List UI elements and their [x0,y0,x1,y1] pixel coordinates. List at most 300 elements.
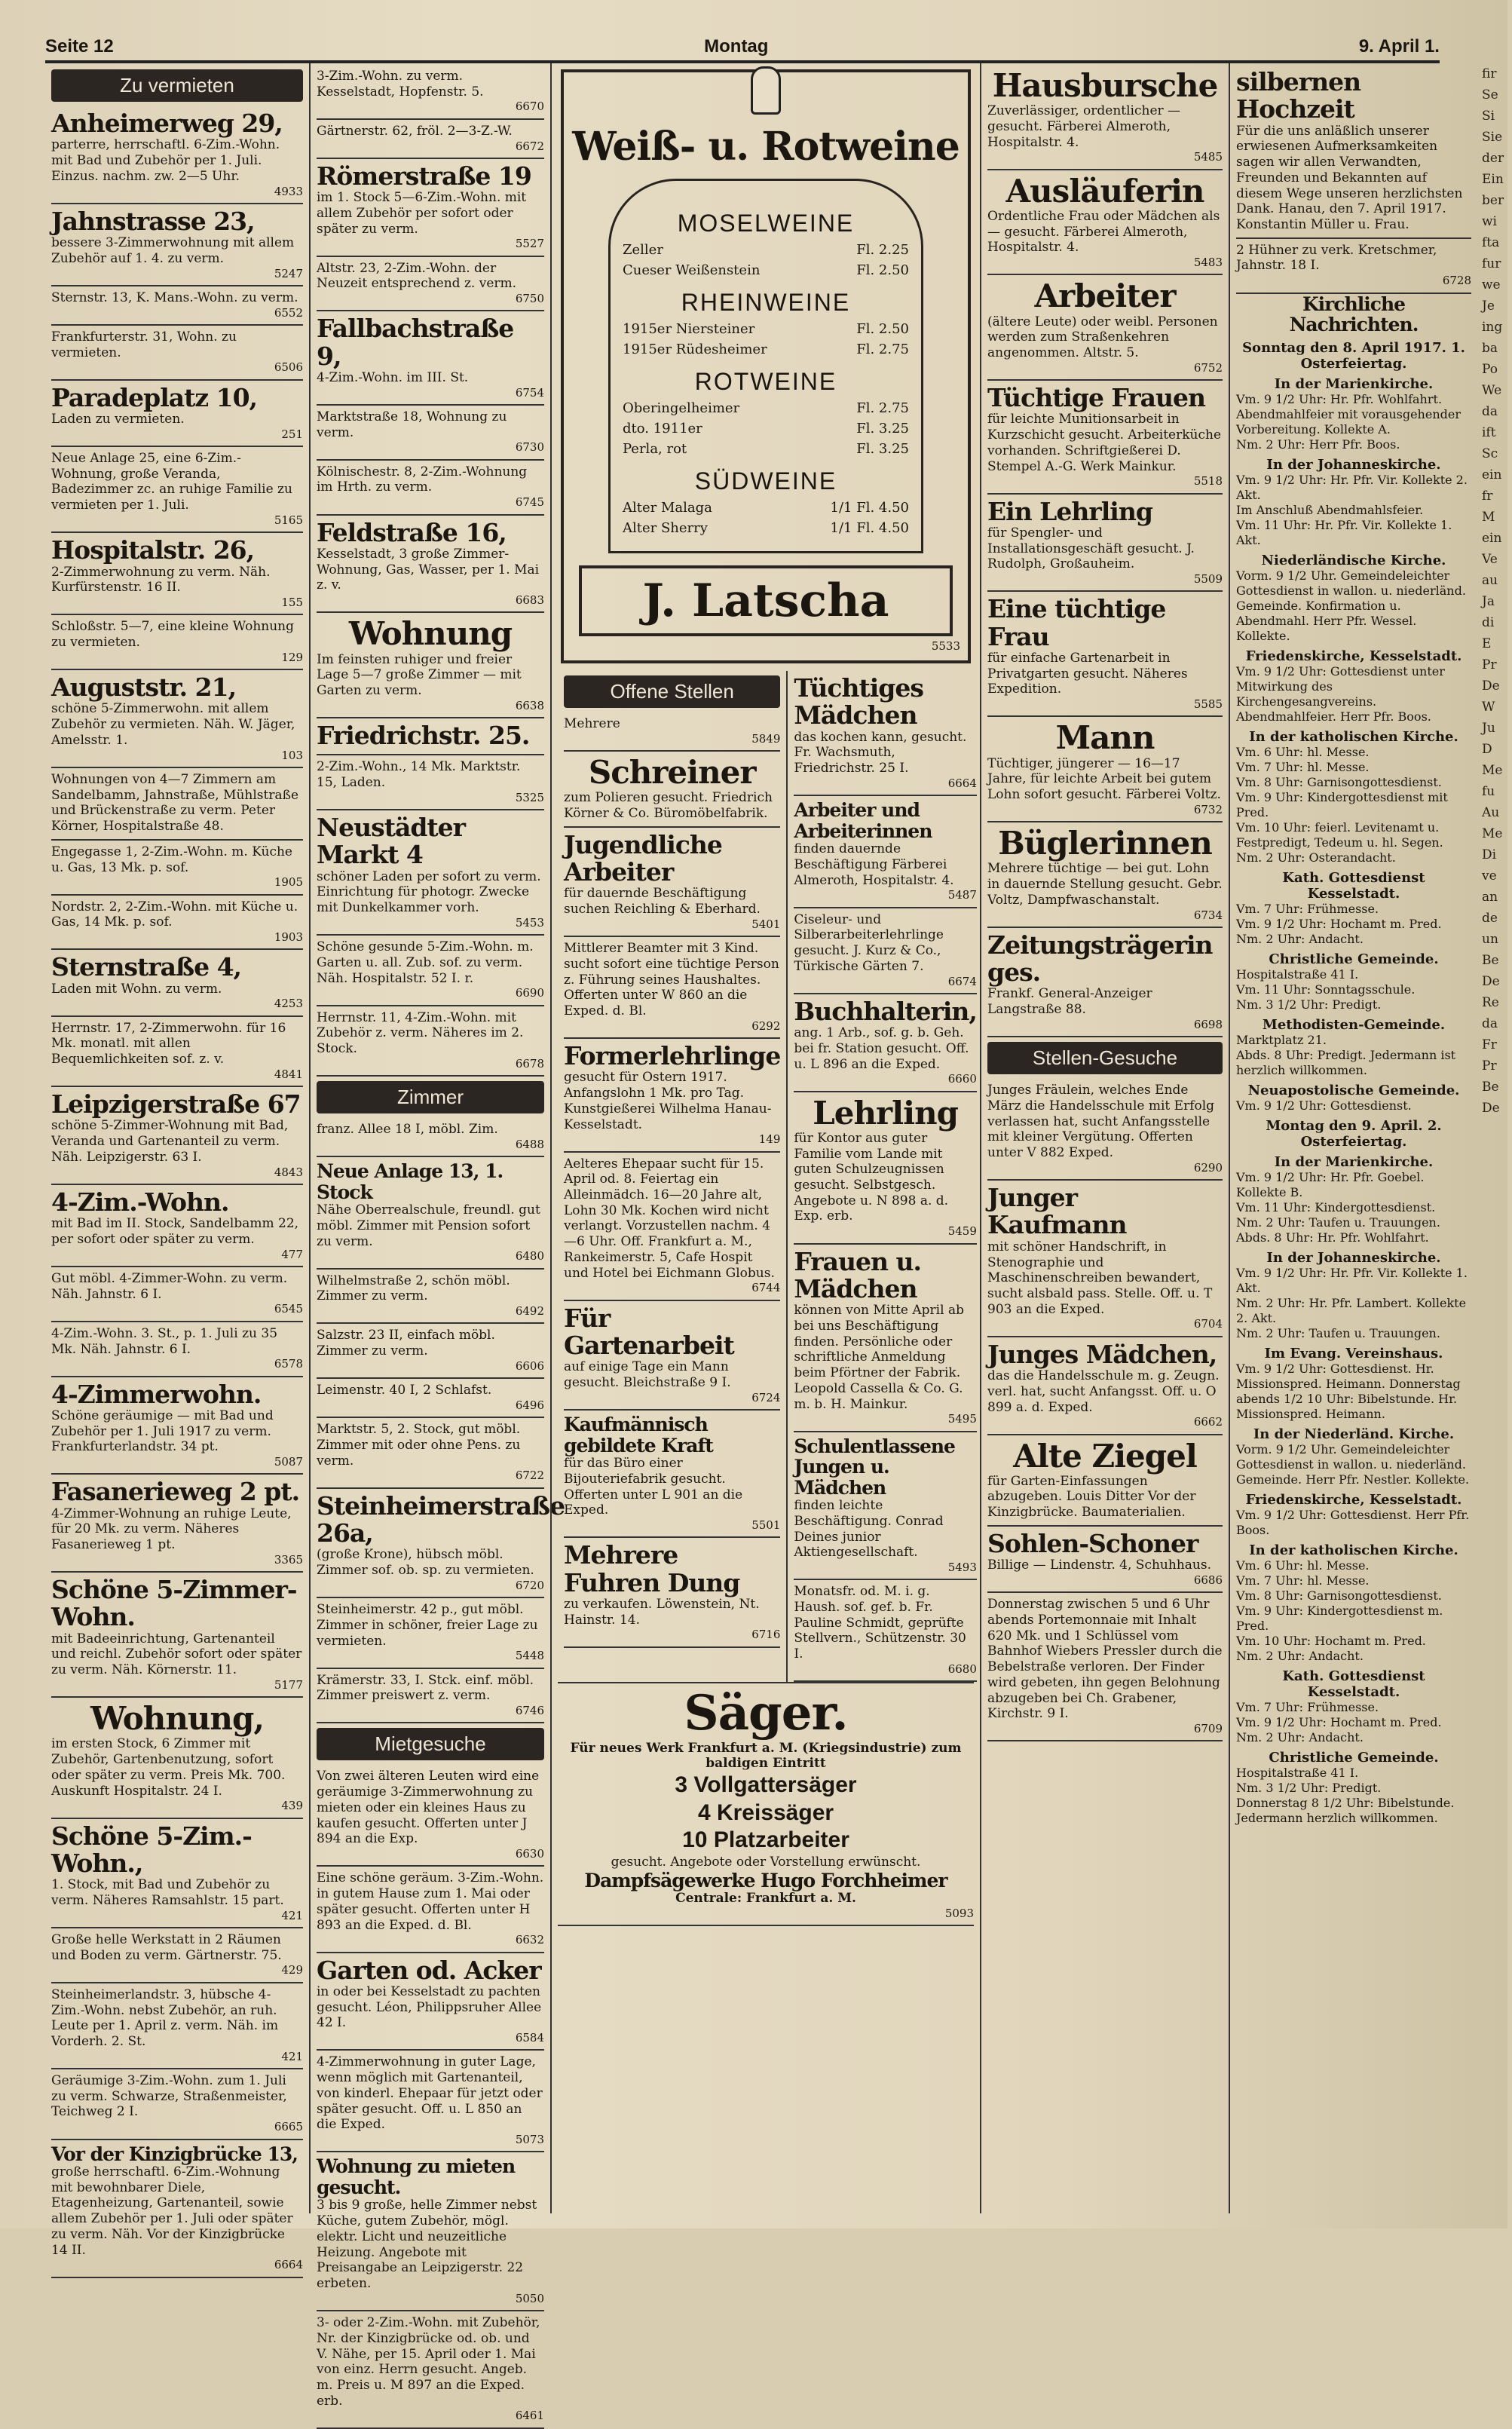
ad-text: Herrnstr. 17, 2-Zimmerwohn. für 16 Mk. monatl. mit allen Bequemlichkeiten sof. z. v. [51,1020,286,1067]
ad-text: franz. Allee 18 I, möbl. Zim. [317,1122,498,1138]
ad-headline: Junger Kaufmann [987,1183,1127,1240]
classified-ad [317,406,544,461]
ad-headline: Wohnung zu mieten gesucht. [317,2155,516,2198]
ad-text: bessere 3-Zimmerwohnung mit allem Zubehör auf 1. 4. zu verm. [51,235,295,266]
classified-ad [317,1489,565,1598]
ad-reference: 6734 [1193,908,1223,922]
church-entry-line: Vm. 7 Uhr: Frühmesse. [1236,1699,1379,1714]
classified-ad [51,1698,303,1818]
saeger-advertisement [558,1682,974,1926]
ad-reference: 6716 [751,1628,781,1642]
edge-fragment: fur [1482,256,1501,271]
ad-text: Donnerstag zwischen 5 und 6 Uhr abends Portemonnaie mit Inhalt 620 Mk. und 1 Schlüssel vom Bahnhof Wiebers Pressler durch die Bebelstraße verloren. Der Finder wird gebeten, ihn gegen Belohnung abzugeben bei Ch. Grabener, Kirchstr. 9 I. [987,1597,1223,1722]
church-entry [1236,648,1471,724]
ad-reference: 6680 [947,1662,977,1676]
classified-ad [317,1270,544,1325]
classified-ad [564,1301,780,1411]
edge-fragment: Si [1482,109,1495,124]
ad-text: 2 Hühner zu verk. Kretschmer, Jahnstr. 18 I. [1236,242,1437,274]
ad-text: Ciseleur- und Silberarbeiterlehrlinge gesucht. J. Kurz & Co., Türkische Gärten 7. [794,911,944,974]
ad-reference: 6683 [515,593,544,608]
ad-headline: Zeitungsträgerin ges. [987,930,1213,988]
column-rentals-2 [309,63,565,2423]
ad-text: Leimenstr. 40 I, 2 Schlafst. [317,1383,492,1398]
ad-text: Salzstr. 23 II, einfach möbl. Zimmer zu verm. [317,1328,495,1359]
wine-price: Fl. 2.50 [856,321,909,337]
edge-fragment: Fr [1482,1037,1497,1052]
classified-ad [794,908,977,994]
ad-reference: 251 [281,427,303,441]
job-ad-list-left [564,712,780,1648]
ad-headline: Ausläuferin [1005,172,1204,210]
classified-ad [564,1039,780,1153]
ad-reference: 6665 [274,2120,303,2134]
wine-item [623,262,909,278]
church-entry-line: Hospitalstraße 41 I. [1236,1765,1359,1780]
ad-headline: Sohlen-Schoner [987,1528,1198,1558]
edge-fragment: Me [1482,826,1503,841]
church-entry-line: Vm. 6 Uhr: hl. Messe. [1236,1558,1370,1573]
edge-fragment: ein [1482,531,1502,546]
classified-ad [987,592,1223,717]
church-entry-line: Im Anschluß Abendmahlsfeier. [1236,502,1424,517]
ad-headline: Lehrling [813,1094,958,1132]
edge-fragment: au [1482,573,1498,588]
edge-fragment: di [1482,615,1495,630]
ad-headline: Mehrere Fuhren Dung [564,1540,740,1597]
church-entry-heading: In der Johanneskirche. [1266,1249,1441,1266]
ad-text: Schöne gesunde 5-Zim.-Wohn. m. Garten u. all. Zub. sof. zu verm. Näh. Hospitalstr. 52 I. r. [317,939,534,986]
edge-fragment: da [1482,1016,1498,1031]
ad-reference: 5073 [515,2133,544,2147]
church-entry-heading: Kath. Gottesdienst Kesselstadt. [1282,1668,1425,1700]
classified-ad [564,712,780,752]
classified-ad [317,1867,544,1953]
classified-ad [987,822,1223,928]
wine-name: 1915er Rüdesheimer [623,342,767,357]
wine-section [623,461,909,536]
newspaper-day: Montag [704,36,769,57]
classified-ad [51,1322,303,1377]
ad-text: Monatsfr. od. M. i. g. Haush. sof. gef. b. Fr. Pauline Schmidt, geprüfte Stellvern., Schützenstr. 30 I. [794,1584,966,1662]
church-entry-line: Vm. 8 Uhr: Garnisongottesdienst. [1236,774,1442,789]
church-entry-line: Vm. 9 1/2 Uhr: Hochamt m. Pred. [1236,1714,1442,1729]
classified-ad [51,1573,303,1698]
ad-text: Im feinsten ruhiger und freier Lage 5—7 große Zimmer — mit Garten zu verm. [317,651,522,698]
ad-headline: Mann [1055,719,1155,757]
wine-name: Alter Malaga [623,500,712,516]
ad-text: Eine schöne geräum. 3-Zim.-Wohn. in gutem Hause zum 1. Mai oder später gesucht. Offerten unter H 893 an die Exped. d. Bl. [317,1870,544,1933]
classified-ad [51,670,303,768]
edge-fragment: Po [1482,362,1498,377]
edge-fragment: an [1482,890,1498,905]
classified-ad [51,896,303,951]
ad-headline: Römerstraße 19 [317,161,531,191]
classified-ad [317,1118,544,1157]
ad-text: 3- oder 2-Zim.-Wohn. mit Zubehör, Nr. der Kinzigbrücke od. ob. und V. Nähe, per 15. April oder 1. Mai von einz. Herrn gesucht. Angeb. m. Preis u. M 897 an die Exped. erb. [317,2315,540,2409]
column-church [1229,63,1477,2213]
ad-headline: silbernen Hochzeit [1236,67,1361,124]
ad-reference: 4253 [274,997,303,1011]
wine-item [623,520,909,536]
ad-headline: 4-Zim.-Wohn. [51,1187,229,1217]
church-entry-line: Vm. 9 1/2 Uhr: Gottesdienst. Herr Pfr. Boos. [1236,1507,1470,1537]
church-entry [1236,951,1471,1012]
wine-item [623,421,909,436]
ad-text: Frankfurterstr. 31, Wohn. zu vermieten. [51,329,237,360]
wine-item [623,242,909,258]
classified-ad [317,1765,544,1867]
classified-ad [317,1324,544,1379]
edge-fragment: Sc [1482,446,1498,461]
ad-text: zu verkaufen. Löwenstein, Nt. Hainstr. 14. [564,1596,760,1628]
classified-ad [51,326,303,381]
church-entry-heading: Neuapostolische Gemeinde. [1247,1082,1460,1098]
ad-reference: 3365 [274,1552,303,1567]
classified-ad [317,257,544,312]
ad-reference: 6630 [515,1847,544,1861]
church-entry-heading: In der Marienkirche. [1274,375,1434,392]
ad-headline: Schreiner [588,754,756,792]
church-entry-heading: Christliche Gemeinde. [1269,1749,1439,1766]
ad-headline: Arbeiter [1034,277,1176,315]
wine-price: 1/1 Fl. 4.50 [830,500,909,516]
church-entry-line: Vm. 11 Uhr: Kindergottesdienst. [1236,1199,1436,1214]
ad-reference: 5459 [947,1224,977,1239]
classified-ad [564,937,780,1039]
ad-reference: 5401 [751,917,781,931]
classified-ad [794,1092,977,1245]
classified-ad [317,1953,544,2051]
church-entry-heading: Kath. Gottesdienst Kesselstadt. [1282,869,1425,902]
church-entry-line: Vm. 9 1/2 Uhr: Hr. Pfr. Goebel. Kollekte B. [1236,1169,1425,1199]
edge-fragment: M [1482,510,1495,525]
ad-reference: 6686 [1193,1573,1223,1587]
wine-name: Zeller [623,242,663,258]
ad-text: Wohnungen von 4—7 Zimmern am Sandelbamm, Jahnstraße, Mühlstraße und Brückenstraße zu verm. Peter Körner, Hospitalstraße 48. [51,771,299,835]
church-entry-line: Hospitalstraße 41 I. [1236,966,1359,982]
church-entry-heading: Methodisten-Gemeinde. [1262,1016,1446,1033]
ad-text: finden dauernde Beschäftigung Färberei Almeroth, Hospitalstr. 4. [794,841,954,888]
ad-reference: 6722 [515,1469,544,1483]
church-entry-heading: Friedenskirche, Kesselstadt. [1245,648,1462,664]
ad-reference: 6584 [515,2031,544,2045]
ad-headline: Jahnstrasse 23, [51,206,255,236]
edge-fragment: D [1482,742,1492,757]
ad-text: 4-Zim.-Wohn. 3. St., p. 1. Juli zu 35 Mk. Näh. Jahnstr. 6 I. [51,1325,278,1357]
wine-ad-title: Weiß- u. Rotweine [572,124,960,170]
classified-ad [564,1411,780,1538]
ad-text: Frankf. General-Anzeiger Langstraße 88. [987,986,1152,1018]
classified-ad [317,1669,544,1724]
ad-text: 3 bis 9 große, helle Zimmer nebst Küche, gutem Zubehör, mögl. elektr. Licht und neuzeitliche Heizung. Angebote mit Preisangabe an Leipzigerstr. 22 erbeten. [317,2198,537,2292]
ad-headline: Feldstraße 16, [317,517,507,547]
church-entry [1236,553,1471,644]
classified-ad [51,1475,303,1573]
edge-fragment: ba [1482,341,1498,356]
ad-text: Marktstr. 5, 2. Stock, gut möbl. Zimmer mit oder ohne Pens. zu verm. [317,1422,521,1469]
church-entry-line: Vm. 9 1/2 Uhr: Hochamt m. Pred. [1236,916,1442,931]
ad-reference: 6632 [515,1933,544,1947]
ad-text: 4-Zim.-Wohn. im III. St. [317,369,469,385]
church-entry-heading: Montag den 9. April. 2. Osterfeiertag. [1266,1117,1442,1150]
church-entry-line: Nm. 2 Uhr: Taufen u. Trauungen. [1236,1325,1440,1340]
church-entry-line: Vm. 9 Uhr: Kindergottesdienst m. Pred. [1236,1603,1443,1633]
classified-ad [51,615,303,670]
edge-fragment: W [1482,700,1495,715]
church-entry-line: Vm. 8 Uhr: Garnisongottesdienst. [1236,1588,1442,1603]
adjacent-page-edge [1477,63,1512,2213]
edge-fragment: fr [1482,489,1493,504]
ad-reference: 6704 [1193,1317,1223,1331]
classified-ad [564,1153,780,1301]
ad-reference: 6698 [1193,1017,1223,1031]
wine-name: dto. 1911er [623,421,702,436]
ad-text: Nordstr. 2, 2-Zim.-Wohn. mit Küche u. Gas, 14 Mk. p. sof. [51,899,298,930]
church-entry-heading: Im Evang. Vereinshaus. [1264,1345,1443,1362]
section-banner-zu-vermieten: Zu vermieten [51,69,303,102]
ad-reference: 5165 [274,513,303,527]
edge-fragment: Me [1482,763,1503,778]
ad-reference: 5849 [751,731,781,746]
ad-reference: 5487 [947,888,977,902]
saeger-address: Centrale: Frankfurt a. M. [675,1891,856,1907]
ad-reference: 6678 [515,1056,544,1071]
church-entry-line: Nm. 3 1/2 Uhr: Predigt. [1236,997,1382,1012]
church-entry-line: Vorm. 9 1/2 Uhr. Gemeindeleichter Gottesdienst in wallon. u. niederländ. Gemeinde. Konfirmation u. Abendmahl. Herr Pfr. Wessel. Kollekte. [1236,568,1466,643]
ad-reference: 5518 [1193,474,1223,489]
ad-text: im ersten Stock, 6 Zimmer mit Zubehör, Gartenbenutzung, sofort oder später zu verm. Preis Mk. 700. Auskunft Hospitalstr. 24 I. [51,1736,286,1799]
church-entry-heading: In der katholischen Kirche. [1249,728,1458,745]
classified-ad [317,461,544,516]
ad-reference: 6292 [751,1018,781,1033]
classified-ad [794,1432,977,1581]
ad-headline: Tüchtiges Mädchen [794,673,923,731]
job-ad-list-2 [987,65,1223,1037]
church-entry-line: Vm. 10 Uhr: Hochamt m. Pred. [1236,1633,1426,1648]
ad-headline: Junges Mädchen, [987,1339,1217,1369]
edge-fragment: Pr [1482,657,1497,672]
edge-fragment: ve [1482,868,1497,884]
ad-headline: Frauen u. Mädchen [794,1246,921,1303]
classified-ad [987,65,1223,170]
church-entry-line: Vm. 6 Uhr: hl. Messe. [1236,744,1370,759]
church-entry-line: Marktplatz 21. [1236,1032,1327,1047]
classified-ad [987,170,1223,276]
edge-fragment: Je [1482,299,1495,314]
church-entry-line: Vm. 9 1/2 Uhr: Gottesdienst. Hr. Missionspred. Heimann. Donnerstag abends 1/2 10 Uhr: Bibelstunde. Hr. Missionspred. Heimann. [1236,1361,1461,1421]
classified-ad [317,936,544,1006]
classified-ad [564,752,780,828]
church-entry-line: Nm. 2 Uhr: Herr Pfr. Boos. [1236,436,1400,452]
notice-list [1236,65,1471,294]
church-entry-line: Vm. 10 Uhr: feierl. Levitenamt u. Festpredigt, Tedeum u. hl. Segen. [1236,819,1443,850]
edge-fragment: ber [1482,193,1504,208]
ad-text: Neue Anlage 25, eine 6-Zim.-Wohnung, große Veranda, Badezimmer zc. an ruhige Familie zu vermieten per 1. Juli. [51,450,292,513]
ad-text: Junges Fräulein, welches Ende März die Handelsschule mit Erfolg verlassen hat, sucht Anfangsstelle mit kleiner Vergütung. Offerten unter V 882 Exped. [987,1083,1215,1161]
edge-fragment: ein [1482,467,1502,482]
ad-text: das kochen kann, gesucht. Fr. Wachsmuth, Friedrichstr. 25 I. [794,729,967,776]
church-entry-heading: In der Marienkirche. [1274,1153,1434,1170]
church-entry [1236,376,1471,452]
ad-reference: 5177 [274,1677,303,1692]
classified-ad [317,2311,544,2429]
ad-reference: 6492 [515,1304,544,1319]
wine-item [623,342,909,357]
ad-text: 4-Zimmer-Wohnung an ruhige Leute, für 20 Mk. zu verm. Näheres Fasanerieweg 1 pt. [51,1505,292,1553]
church-entry [1236,1154,1471,1245]
ad-text: 1. Stock, mit Bad und Zubehör zu verm. Näheres Ramsahlstr. 15 part. [51,1877,284,1908]
ad-reference: 429 [281,1963,303,1977]
ad-reference: 477 [281,1247,303,1261]
church-entry-heading: Friedenskirche, Kesselstadt. [1245,1491,1462,1508]
ad-reference: 6752 [1193,360,1223,375]
ad-headline: Wohnung, [90,1700,264,1738]
saeger-line-1: 3 Vollgattersäger [675,1772,857,1798]
classified-ad [317,120,544,159]
classified-ad [987,1337,1223,1435]
classified-ad [1236,239,1471,294]
wine-name: 1915er Niersteiner [623,321,755,337]
edge-fragment: Be [1482,1080,1499,1095]
ad-reference: 6606 [515,1358,544,1373]
wine-item [623,400,909,416]
edge-fragment: fu [1482,784,1495,799]
classified-ad [51,286,303,326]
classified-ad [317,2051,544,2152]
ad-reference: 6724 [751,1390,781,1404]
ad-text: (große Krone), hübsch möbl. Zimmer sof. ob. sp. zu vermieten. [317,1547,534,1579]
church-entry [1236,1542,1471,1664]
edge-fragment: Ja [1482,594,1495,609]
classified-ad [794,1245,977,1432]
church-entry-line: Abds. 8 Uhr: Hr. Pfr. Wohlfahrt. [1236,1230,1429,1245]
edge-fragment: Au [1482,805,1500,820]
ad-text: Mehrere tüchtige — bei gut. Lohn in dauernde Stellung gesucht. Gebr. Voltz, Dampfwaschanstalt. [987,861,1223,908]
church-entry-line: Nm. 3 1/2 Uhr: Predigt. [1236,1780,1382,1795]
ad-text: Mittlerer Beamter mit 3 Kind. sucht sofort eine tüchtige Person z. Führung seines Haushaltes. Offerten unter W 860 an die Exped. d. Bl. [564,941,779,1018]
ad-reference: 1905 [274,875,303,890]
wine-item [623,321,909,337]
edge-fragment: Ve [1482,552,1498,567]
ad-reference: 103 [281,748,303,762]
edge-fragment: De [1482,1101,1500,1116]
ad-headline: Schöne 5-Zim.-Wohn., [51,1821,252,1878]
ad-headline: Neustädter Markt 4 [317,813,466,870]
church-entry-line: Donnerstag 8 1/2 Uhr: Bibelstunde. Jedermann herzlich willkommen. [1236,1795,1455,1825]
ad-text: im 1. Stock 5—6-Zim.-Wohn. mit allem Zubehör per sofort oder später zu verm. [317,190,527,237]
ad-text: Ordentliche Frau oder Mädchen als — gesucht. Färberei Almeroth, Hospitalstr. 4. [987,208,1220,256]
ad-headline: Paradeplatz 10, [51,382,258,412]
ad-reference: 5495 [947,1412,977,1426]
rental-ad-list-2 [317,65,544,1077]
ad-reference: 6496 [515,1398,544,1412]
ad-text: Geräumige 3-Zim.-Wohn. zum 1. Juli zu verm. Schwarze, Straßenmeister, Teichweg 2 I. [51,2073,287,2120]
ad-reference: 5493 [947,1560,977,1574]
edge-fragment: Sie [1482,130,1503,145]
ad-text: können von Mitte April ab bei uns Beschäftigung finden. Persönliche oder schriftliche Anmeldung beim Pförtner der Fabrik. Leopold Cassella & Co. G. m. b. H. Mainkur. [794,1303,964,1412]
wine-ad-ref: 5533 [931,639,960,653]
church-entry-line: Vm. 11 Uhr: Hr. Pfr. Vir. Kollekte 1. Akt. [1236,517,1452,547]
church-entry-line: Abds. 8 Uhr: Predigt. Jedermann ist herzlich willkommen. [1236,1047,1456,1077]
ad-reference: 155 [281,595,303,609]
edge-fragment: Re [1482,995,1499,1010]
ad-headline: Fasanerieweg 2 pt. [51,1477,300,1507]
page-header [45,33,1440,63]
church-entry-heading: Niederländische Kirche. [1261,552,1446,568]
wine-name: Alter Sherry [623,520,708,536]
ad-headline: Vor der Kinzigbrücke 13, [51,2143,298,2165]
ad-reference: 6728 [1442,274,1471,288]
classified-ad [317,1006,544,1077]
ad-text: Krämerstr. 33, I. Stck. einf. möbl. Zimmer preiswert z. verm. [317,1672,534,1704]
classified-ad [51,1185,303,1267]
church-entry-line: Vm. 9 1/2 Uhr: Hr. Pfr. Vir. Kollekte 2. Akt. [1236,472,1468,502]
edge-fragment: de [1482,911,1498,926]
edge-fragment: De [1482,974,1500,989]
ad-headline: Tüchtige Frauen [987,383,1206,413]
ad-text: Engegasse 1, 2-Zim.-Wohn. m. Küche u. Gas, 13 Mk. p. sof. [51,844,292,875]
ad-headline: Neue Anlage 13, 1. Stock [317,1160,503,1203]
wine-price: Fl. 2.50 [856,262,909,278]
ad-text: das die Handelsschule m. g. Zeugn. verl. hat, sucht Anfangsst. Off. u. O 899 a. d. Exped. [987,1368,1220,1415]
ad-text: 4-Zimmerwohnung in guter Lage, wenn möglich mit Gartenanteil, von kinderl. Ehepaar für jetzt oder später gesucht. Off. u. L 850 an die Exped. [317,2054,543,2133]
column-jobs-2 [980,63,1229,2213]
ad-reference: 421 [281,1908,303,1922]
ad-reference: 6674 [947,974,977,988]
church-entry-heading: In der katholischen Kirche. [1249,1542,1458,1558]
classified-ad [51,106,303,204]
wine-item [623,441,909,457]
classified-ad [51,2140,303,2278]
ad-reference: 6664 [947,776,977,790]
edge-fragment: un [1482,932,1498,947]
ad-headline: Hospitalstr. 26, [51,535,255,565]
edge-fragment: We [1482,383,1502,398]
classified-ad [564,828,780,937]
ad-headline: Ein Lehrling [987,496,1152,526]
ad-reference: 5448 [515,1649,544,1663]
edge-fragment: Di [1482,847,1497,862]
ad-reference: 6670 [515,100,544,114]
ad-text: mit Bad im II. Stock, Sandelbamm 22, per sofort oder später zu verm. [51,1216,299,1247]
latscha-logo-icon [751,66,781,115]
church-entry-heading: Christliche Gemeinde. [1269,951,1439,967]
ad-reference: 6750 [515,292,544,306]
page-number: Seite 12 [45,36,114,57]
church-entry-line: Vm. 9 1/2 Uhr: Hr. Pfr. Vir. Kollekte 1. Akt. [1236,1265,1468,1295]
classified-ad [794,994,977,1092]
edge-fragment: we [1482,277,1501,293]
ad-text: Kesselstadt, 3 große Zimmer-Wohnung, Gas, Wasser, per 1. Mai z. v. [317,546,540,593]
ad-text: in oder bei Kesselstadt zu pachten gesucht. Léon, Philippsruher Allee 42 I. [317,1983,542,2031]
ad-text: Große helle Werkstatt in 2 Räumen und Boden zu verm. Gärtnerstr. 75. [51,1932,282,1963]
page-date: 9. April 1. [1358,36,1440,57]
ad-headline: Schöne 5-Zimmer-Wohn. [51,1575,297,1632]
ad-reference: 6480 [515,1249,544,1264]
classified-ad [51,1017,303,1088]
classified-ad [51,1819,303,1928]
saeger-outro: gesucht. Angebote oder Vorstellung erwünscht. [611,1854,921,1870]
jobs-right [786,671,983,1682]
ad-reference: 5485 [1193,150,1223,164]
ad-reference: 149 [758,1132,781,1147]
job-ad-list-right [794,671,977,1682]
ad-text: Nähe Oberrealschule, freundl. gut möbl. Zimmer mit Pension sofort zu verm. [317,1202,540,1249]
ad-text: Steinheimerstr. 42 p., gut möbl. Zimmer in schöner, freier Lage zu vermieten. [317,1602,538,1649]
rental-ad-list [51,106,303,2278]
classified-ad [987,717,1223,822]
